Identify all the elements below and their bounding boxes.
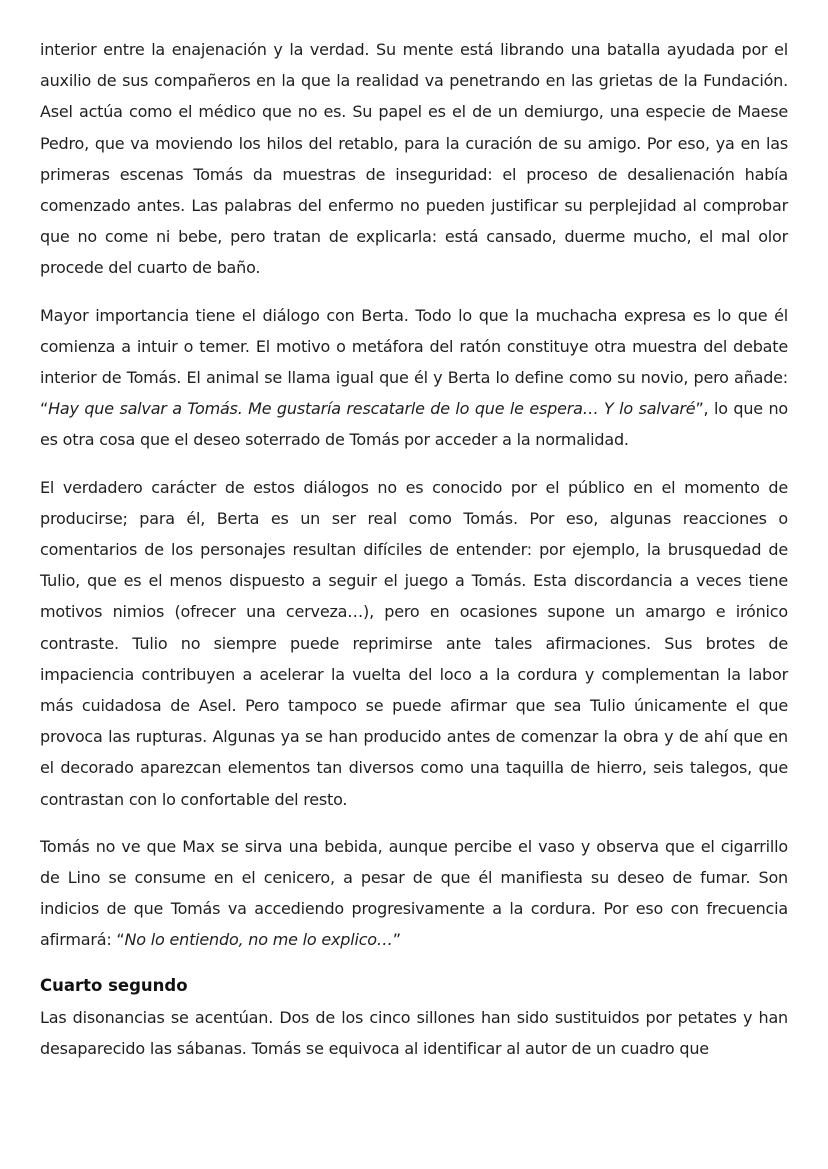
paragraph-3: El verdadero carácter de estos diálogos no es conocido por el público en el momento de producirse; para él, Berta es un ser real como Tomás. Por eso, algunas reacciones o comentarios de los personajes resultan difíciles de entender: por ejemplo, la brusquedad de Tulio, que es el menos dispuesto a seguir el juego a Tomás. Esta discordancia a veces tiene motivos nimios (ofrecer una cerveza…), pero en ocasiones supone un amargo e irónico contraste. Tulio no siempre puede reprimirse ante tales afirmaciones. Sus brotes de impaciencia contribuyen a acelerar la vuelta del loco a la cordura y complementan la labor más cuidadosa de Asel. Pero tampoco se puede afirmar que sea Tulio únicamente el que provoca las rupturas. Algunas ya se han producido antes de comenzar la obra y de ahí que en el decorado aparezcan elementos tan diversos como una taquilla de hierro, seis talegos, que contrastan con lo confortable del resto. (40, 477, 788, 809)
paragraph-2 (40, 300, 788, 456)
section-paragraph: Las disonancias se acentúan. Dos de los cinco sillones han sido sustituidos por petates y han desaparecido las sábanas. Tomás se equivoca al identificar al autor de un cuadro que (40, 1007, 788, 1058)
paragraph-2-text-after: ”, lo que no es otra cosa que el deseo soterrado de Tomás por acceder a la normalidad. (40, 399, 788, 450)
section-heading: Cuarto segundo (40, 975, 188, 995)
document-page (40, 34, 788, 1064)
paragraph-1: interior entre la enajenación y la verdad. Su mente está librando una batalla ayudada por el auxilio de sus compañeros en la que la realidad va penetrando en las grietas de la Fundación. Asel actúa como el médico que no es. Su papel es el de un demiurgo, una especie de Maese Pedro, que va moviendo los hilos del retablo, para la curación de su amigo. Por eso, ya en las primeras escenas Tomás da muestras de inseguridad: el proceso de desalienación había comenzado antes. Las palabras del enfermo no pueden justificar su perplejidad al comprobar que no come ni bebe, pero tratan de explicarla: está cansado, duerme mucho, el mal olor procede del cuarto de baño. (40, 40, 788, 278)
paragraph-4-text-before: Tomás no ve que Max se sirva una bebida, aunque percibe el vaso y observa que el cigarrillo de Lino se consume en el cenicero, a pesar de que él manifiesta su deseo de fumar. Son indicios de que Tomás va accediendo progresivamente a la cordura. Por eso con frecuencia afirmará: “ (40, 836, 788, 950)
paragraph-4-quote: No lo entiendo, no me lo explico… (124, 930, 393, 950)
paragraph-4-text-after: ” (392, 930, 401, 950)
paragraph-4 (40, 831, 788, 956)
paragraph-2-text-before: Mayor importancia tiene el diálogo con Berta. Todo lo que la muchacha expresa es lo que él comienza a intuir o temer. El motivo o metáfora del ratón constituye otra muestra del debate interior de Tomás. El animal se llama igual que él y Berta lo define como su novio, pero añade: “ (40, 305, 788, 419)
paragraph-2-quote: Hay que salvar a Tomás. Me gustaría rescatarle de lo que le espera… Y lo salvaré (48, 399, 696, 419)
